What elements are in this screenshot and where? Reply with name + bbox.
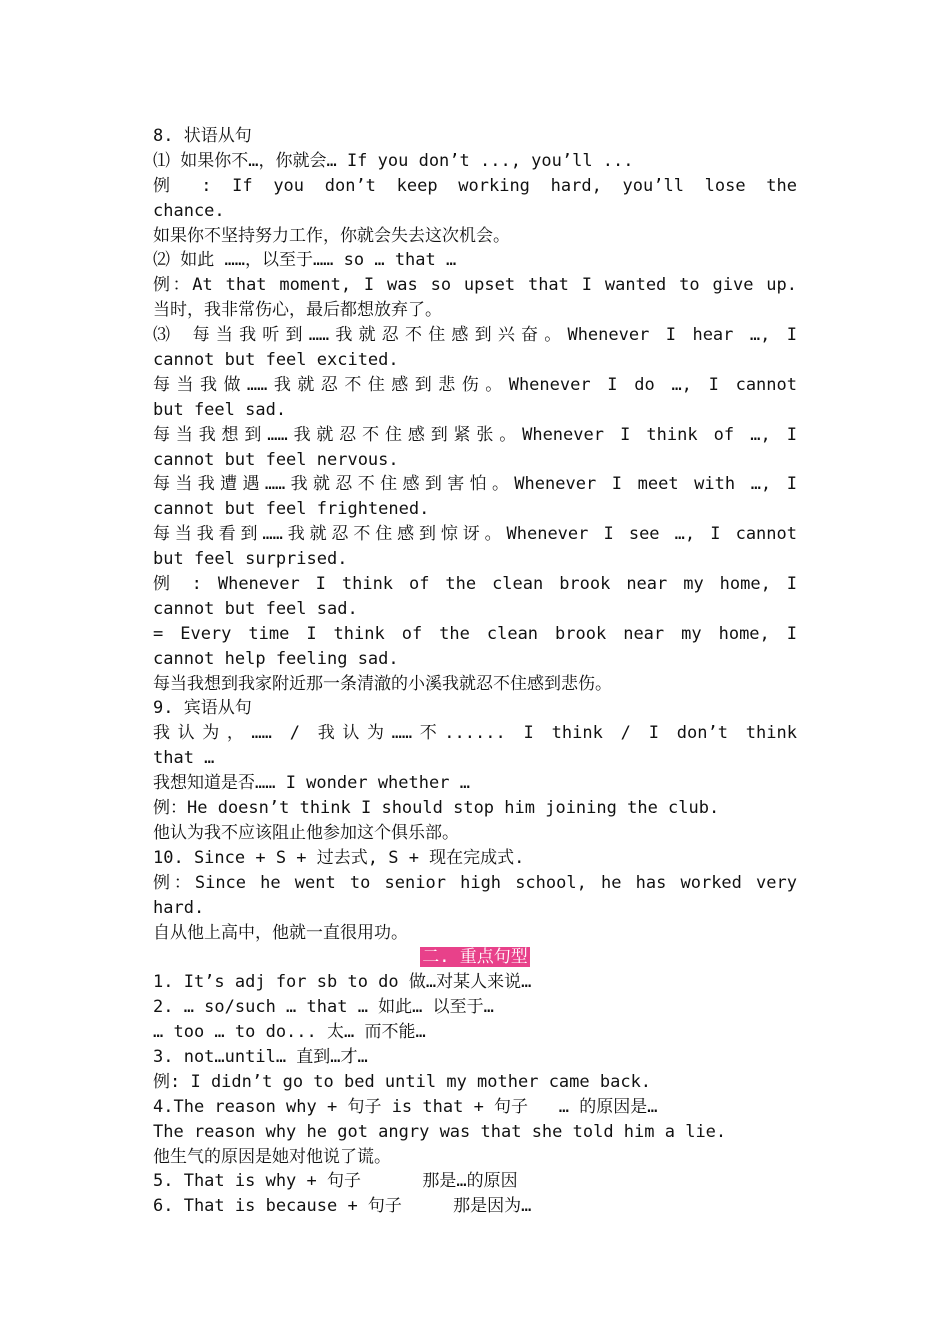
text-line: 每当我看到……我就忍不住感到惊讶。Whenever I see …, I cannot	[153, 524, 797, 545]
text-line: The reason why he got angry was that she told him a lie.	[153, 1121, 727, 1142]
text-line: hard.	[153, 897, 205, 918]
text-line: 2. … so/such … that … 如此… 以至于…	[153, 997, 494, 1018]
text-line: chance.	[153, 200, 225, 221]
text-line: 例：Since he went to senior high school, he has worked very	[153, 872, 797, 893]
text-line: 例：At that moment, I was so upset that I wanted to give up.	[153, 275, 797, 296]
text-line: 例: I didn’t go to bed until my mother came back.	[153, 1071, 652, 1092]
text-line: 6. That is because + 句子 那是因为…	[153, 1196, 532, 1217]
text-line: 如果你不坚持努力工作，你就会失去这次机会。	[153, 225, 510, 246]
key-sentence-heading	[153, 945, 797, 970]
text-line: 每当我想到我家附近那一条清澈的小溪我就忍不住感到悲伤。	[153, 673, 612, 694]
text-line: but feel sad.	[153, 399, 287, 420]
text-line: 我认为，…… / 我认为……不...... I think / I don’t think	[153, 723, 797, 744]
text-line: 他生气的原因是她对他说了谎。	[153, 1146, 391, 1167]
text-line: ⑶ 每当我听到……我就忍不住感到兴奋。Whenever I hear …, I	[153, 325, 797, 346]
text-line: 我想知道是否…… I wonder whether …	[153, 773, 470, 794]
text-line: 当时，我非常伤心，最后都想放弃了。	[153, 300, 442, 321]
text-line: 3. not…until… 直到…才…	[153, 1046, 368, 1067]
highlighted-heading: 二. 重点句型	[422, 947, 528, 968]
text-line: 例 : Whenever I think of the clean brook near my home, I	[153, 574, 797, 595]
text-line: ⑴ 如果你不…，你就会… If you don’t ..., you’ll ...	[153, 150, 634, 171]
text-line: 自从他上高中，他就一直很用功。	[153, 922, 408, 943]
section-heading-since: 10. Since + S + 过去式, S + 现在完成式.	[153, 847, 525, 868]
text-line: 5. That is why + 句子 那是…的原因	[153, 1171, 518, 1192]
text-line: 例 : If you don’t keep working hard, you’ll lose the	[153, 175, 797, 196]
document-page	[153, 124, 797, 1219]
text-line: = Every time I think of the clean brook near my home, I	[153, 623, 797, 644]
section-heading-adverbial-clause: 8. 状语从句	[153, 126, 252, 146]
text-line: 每当我想到……我就忍不住感到紧张。Whenever I think of …, I	[153, 424, 797, 445]
text-line: cannot but feel frightened.	[153, 499, 430, 520]
text-line: ⑵ 如此 ……，以至于…… so … that …	[153, 250, 457, 271]
text-line: that …	[153, 748, 215, 769]
text-line: cannot help feeling sad.	[153, 648, 399, 669]
section-heading-object-clause: 9. 宾语从句	[153, 698, 252, 719]
text-line: 1. It’s adj for sb to do 做…对某人来说…	[153, 972, 532, 993]
text-line: 每当我做……我就忍不住感到悲伤。Whenever I do …, I cannot	[153, 374, 797, 395]
text-line: cannot but feel sad.	[153, 598, 358, 619]
text-line: cannot but feel nervous.	[153, 449, 399, 470]
text-line: 每当我遭遇……我就忍不住感到害怕。Whenever I meet with …, I	[153, 474, 797, 495]
text-line: 例：He doesn’t think I should stop him joining the club.	[153, 798, 720, 819]
text-line: … too … to do... 太… 而不能…	[153, 1022, 426, 1043]
text-line: but feel surprised.	[153, 549, 348, 570]
text-line: cannot but feel excited.	[153, 350, 399, 371]
text-line: 他认为我不应该阻止他参加这个俱乐部。	[153, 822, 459, 843]
text-line: 4.The reason why + 句子 is that + 句子 … 的原因是…	[153, 1096, 658, 1117]
